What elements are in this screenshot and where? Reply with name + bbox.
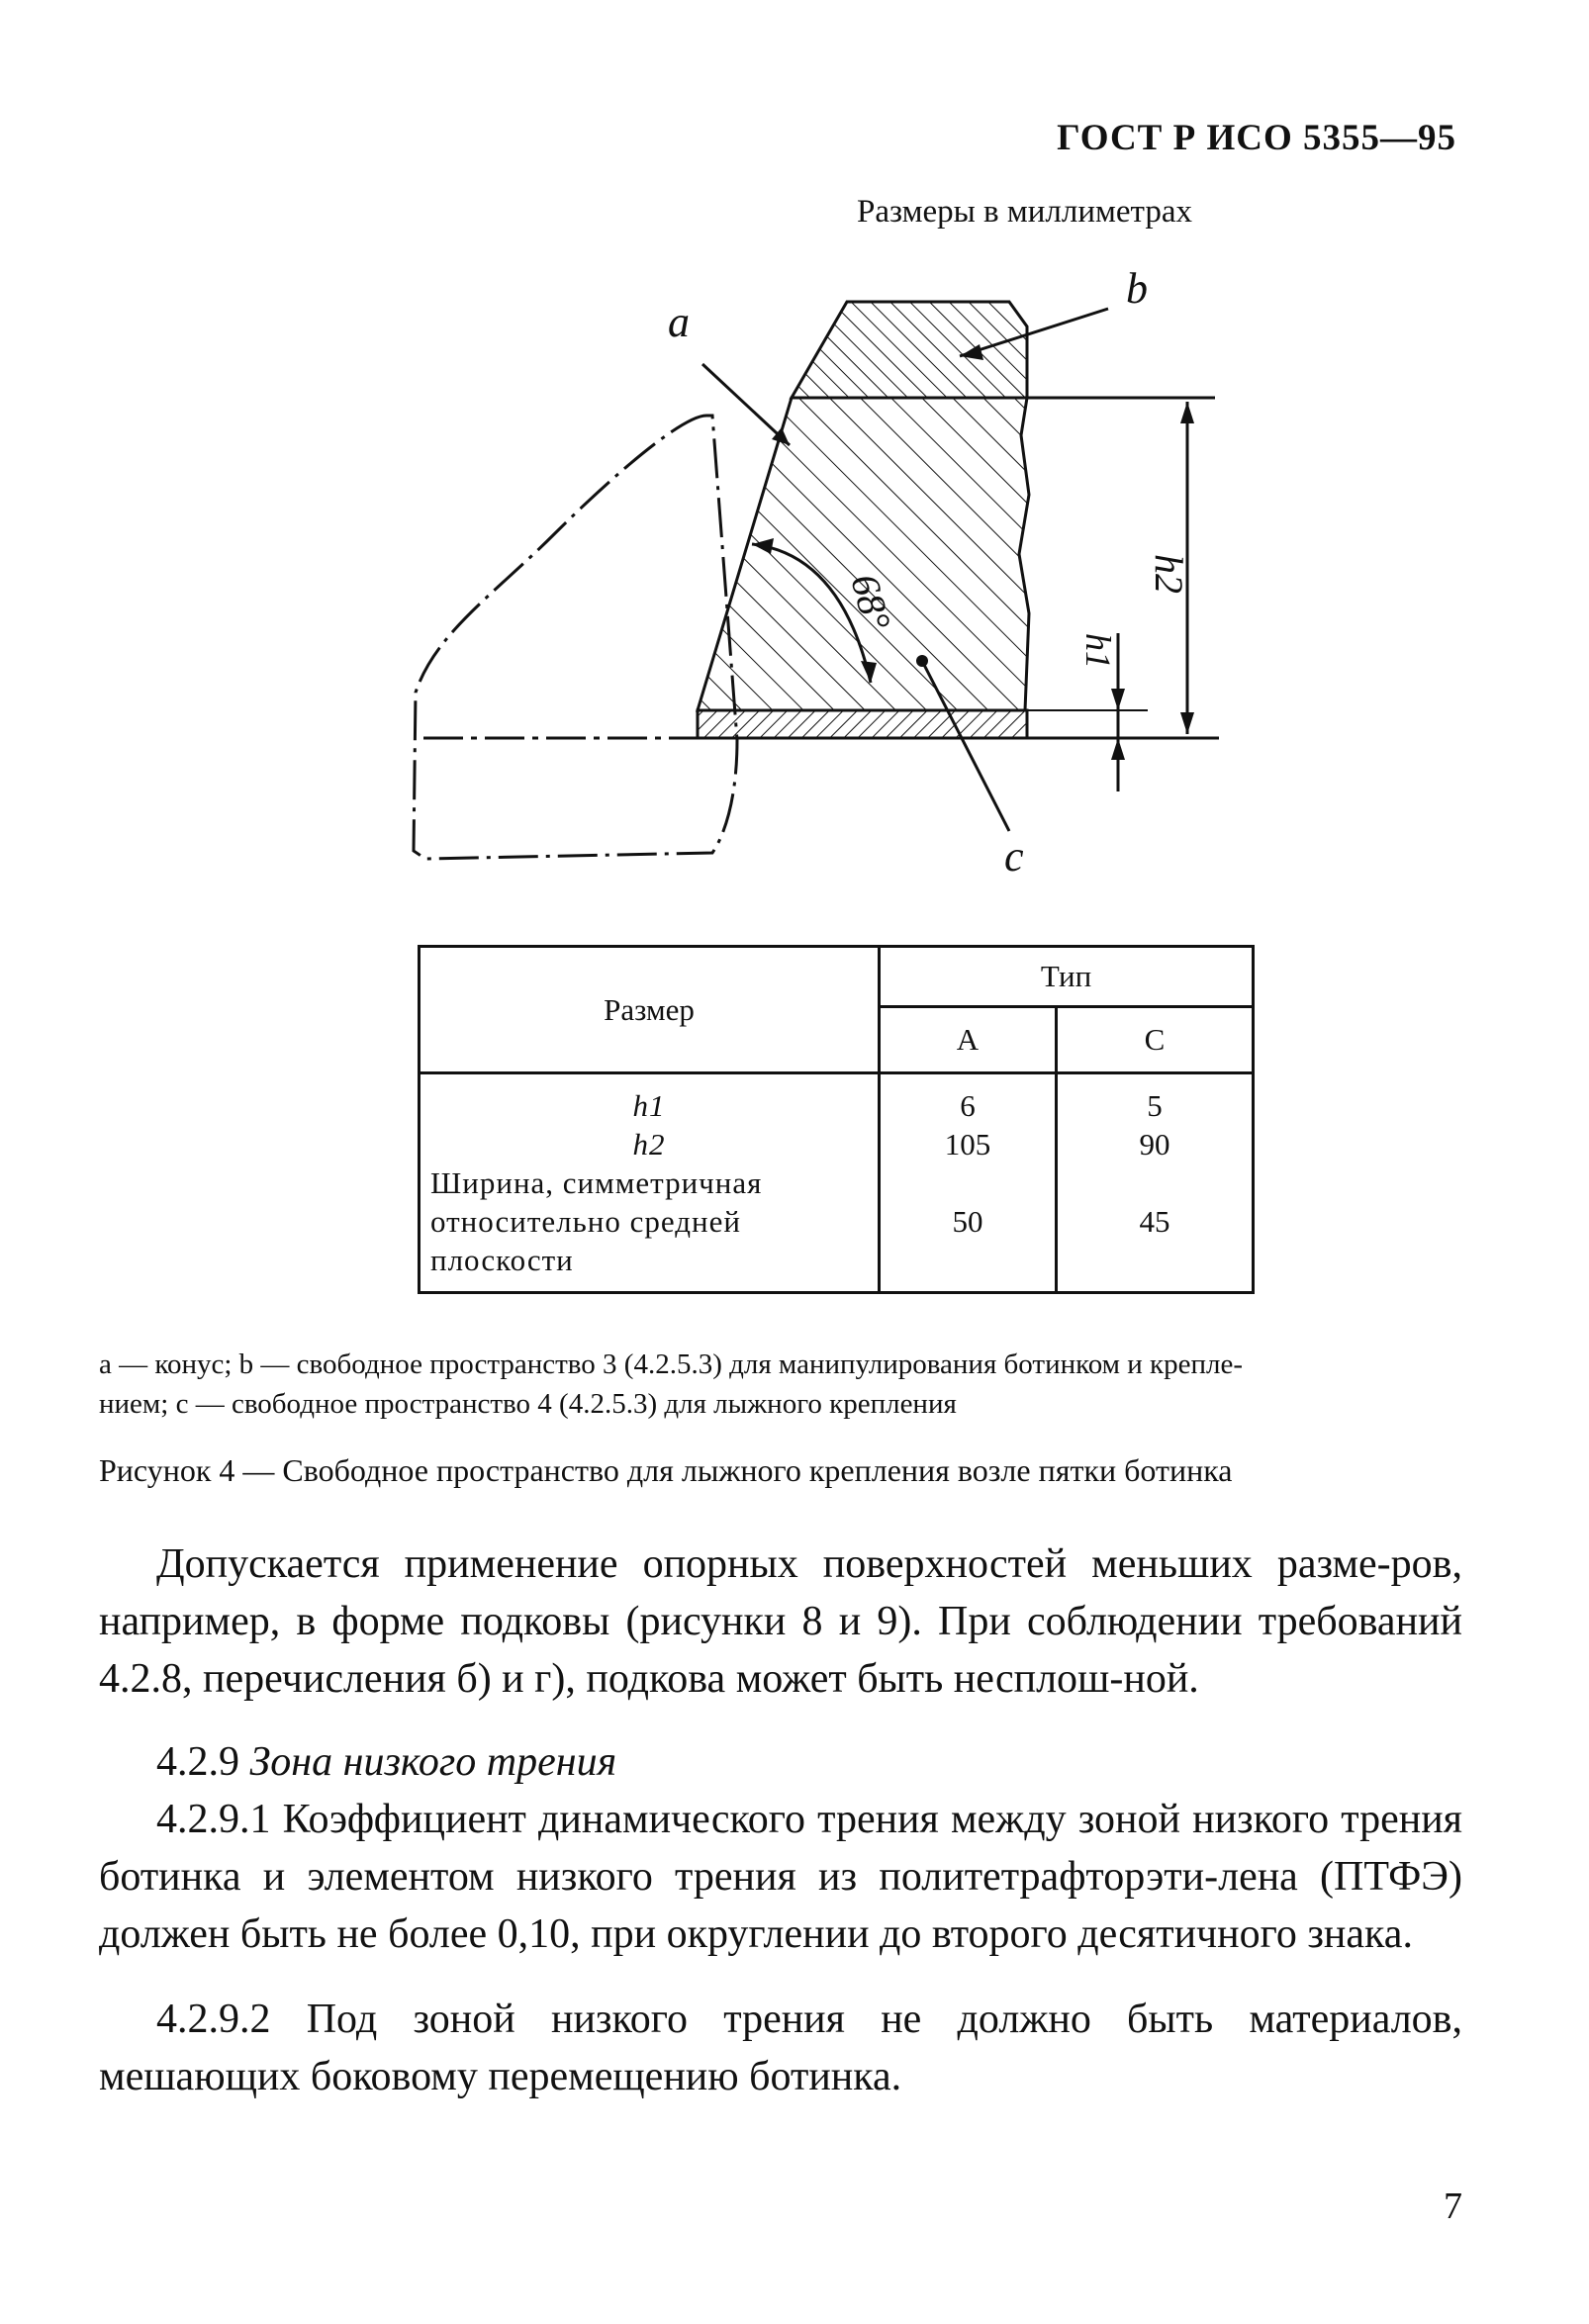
- value-width-a: 50: [952, 1204, 983, 1239]
- row-name-width-3: плоскости: [430, 1243, 574, 1277]
- figure-caption: Рисунок 4 — Свободное пространство для лыжного крепления возле пятки ботинка: [99, 1452, 1233, 1488]
- label-c: c: [1004, 832, 1024, 881]
- boot-outline: [414, 416, 737, 859]
- row-name-width-2: относительно средней: [430, 1204, 741, 1239]
- col-a-values: [880, 1073, 1057, 1293]
- label-h1: h1: [1078, 633, 1118, 669]
- page-number: 7: [1444, 2185, 1462, 2227]
- legend-line-1: a — конус; b — свободное пространство 3 (4.2.5.3) для манипулирования ботинком и крепле-: [99, 1348, 1244, 1380]
- label-a: a: [668, 298, 690, 346]
- col-type-a: A: [880, 1007, 1057, 1073]
- label-angle: 68°: [842, 569, 900, 635]
- leader-a: [702, 364, 790, 445]
- value-h2-c: 90: [1139, 1127, 1170, 1162]
- paragraph-1: Допускается применение опорных поверхностей меньших разме-ров, например, в форме подковы (рисунки 8 и 9). При соблюдении требований 4.2.8, перечисления б) и г), подкова может быть несплош-ной.: [99, 1541, 1462, 1702]
- dimensions-table: [418, 945, 1255, 1294]
- value-h2-a: 105: [944, 1127, 991, 1162]
- col-c-values: [1057, 1073, 1254, 1293]
- section-heading-4-2-9: [99, 1733, 1462, 1791]
- figure-legend: [99, 1345, 1464, 1424]
- paragraph-4-2-9-2: 4.2.9.2 Под зоной низкого трения не должно быть материалов, мешающих боковому перемещению ботинка.: [99, 1997, 1462, 2099]
- legend-line-2: нием; c — свободное пространство 4 (4.2.5.3) для лыжного крепления: [99, 1388, 957, 1420]
- row-name-h2: h2: [632, 1127, 666, 1162]
- row-name-width-1: Ширина, симметричная: [430, 1165, 763, 1200]
- row-names-cell: [420, 1073, 880, 1293]
- col-type-header: Тип: [880, 947, 1254, 1007]
- value-h1-c: 5: [1147, 1088, 1163, 1123]
- section-number: 4.2.9: [156, 1739, 239, 1785]
- col-size-header: Размер: [420, 947, 880, 1073]
- label-b: b: [1126, 267, 1148, 313]
- row-name-h1: h1: [632, 1088, 666, 1123]
- document-header: ГОСТ Р ИСО 5355—95: [1057, 118, 1456, 158]
- strip-h1: [698, 710, 1027, 738]
- value-width-c: 45: [1139, 1204, 1170, 1239]
- label-h2: h2: [1147, 554, 1191, 594]
- section-title: Зона низкого трения: [249, 1739, 617, 1785]
- units-note: Размеры в миллиметрах: [857, 194, 1192, 230]
- col-type-c: C: [1057, 1007, 1254, 1073]
- paragraph-4-2-9-1: 4.2.9.1 Коэффициент динамического трения между зоной низкого трения ботинка и элементом низкого трения из политетрафторэти-лена (ПТФЭ) должен быть не более 0,10, при округлении до второго десятичного знака.: [99, 1797, 1462, 1957]
- space-b: [792, 302, 1027, 398]
- figure-heel-space: [396, 267, 1247, 900]
- value-h1-a: 6: [960, 1088, 976, 1123]
